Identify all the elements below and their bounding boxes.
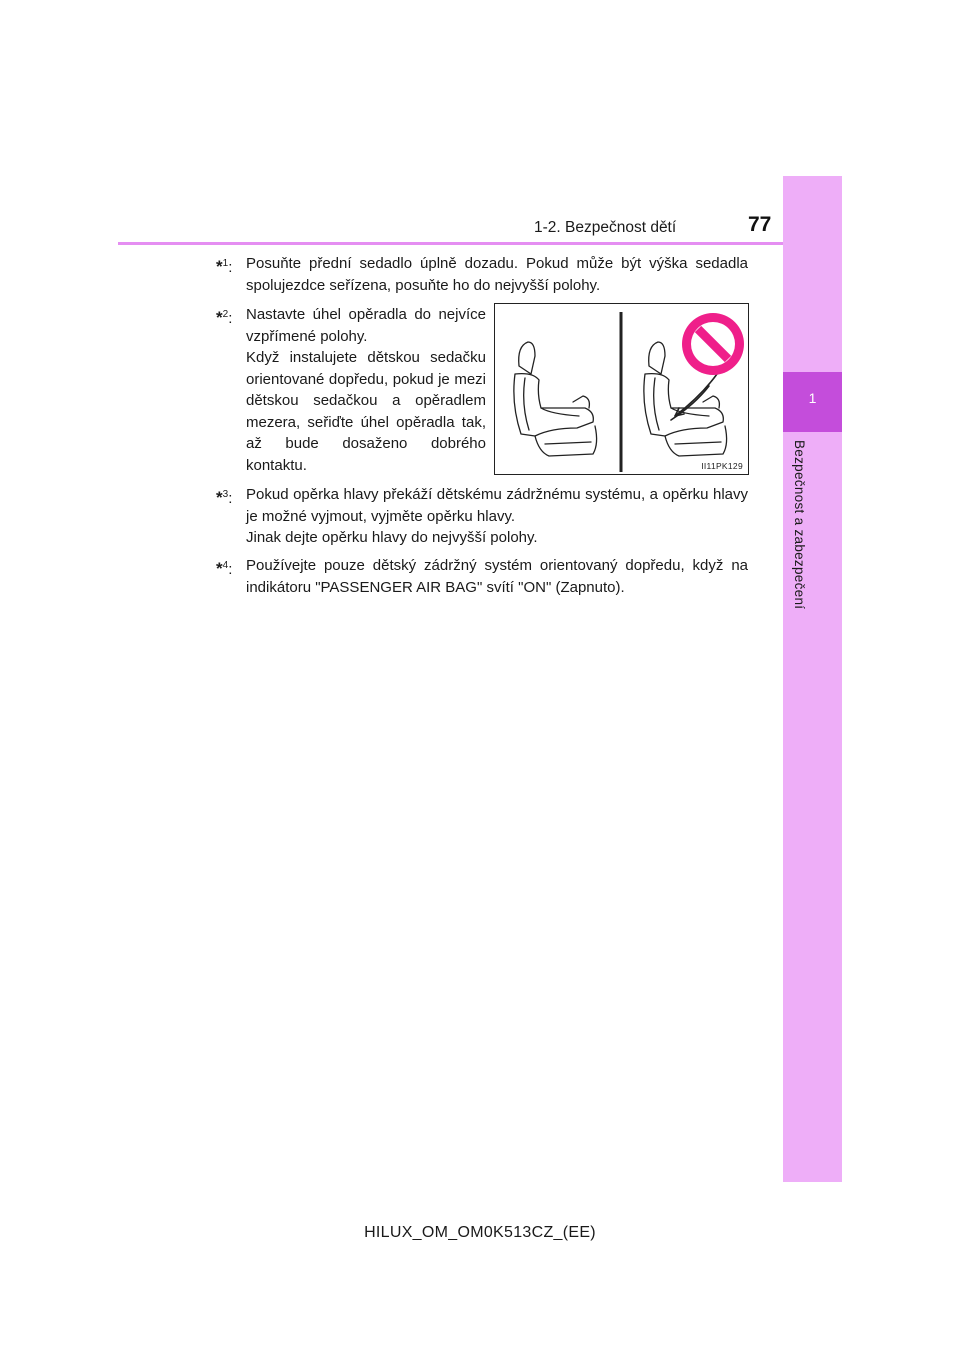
note-text: Posuňte přední sedadlo úplně dozadu. Pokud může být výška sedadla spolujezdce seřízena, posuňte ho do nejvyšší polohy.: [246, 255, 748, 294]
note-marker: *$^4$:: [216, 559, 233, 578]
header-rule: [118, 242, 783, 245]
note-text: Když instalujete dětskou sedačku orientované dopředu, pokud je mezi dětskou sedačkou a opěradlem mezera, seřiďte úhel opěradla tak, až bude dosaženo dobrého kontaktu.: [246, 349, 486, 474]
note-2: [216, 304, 486, 476]
note-3: [216, 484, 748, 549]
note-text: Nastavte úhel opěradla do nejvíce vzpřímené polohy.: [246, 306, 486, 345]
prohibited-sign-icon: [682, 313, 744, 375]
seat-illustration: [494, 303, 749, 475]
chapter-title: Bezpečnost a zabezpečení: [792, 440, 807, 610]
figure-code: II11PK129: [701, 461, 743, 471]
seat-correct-icon: [514, 342, 597, 456]
section-title: 1-2. Bezpečnost dětí: [534, 219, 677, 236]
side-tab-band: [783, 176, 842, 1182]
footer-doc-id: HILUX_OM_OM0K513CZ_(EE): [364, 1224, 596, 1241]
note-4: [216, 555, 748, 598]
note-marker: *$^2$:: [216, 308, 233, 327]
note-marker: *$^3$:: [216, 488, 233, 507]
note-text: Pokud opěrka hlavy překáží dětskému zádržnému systému, a opěrku hlavy je možné vyjmout, vyjměte opěrku hlavy.: [246, 486, 748, 525]
chapter-number: 1: [808, 390, 817, 406]
note-text: Používejte pouze dětský zádržný systém orientovaný dopředu, když na indikátoru "PASSENGER AIR BAG" svítí "ON" (Zapnuto).: [246, 557, 748, 596]
note-marker: *$^1$:: [216, 257, 233, 276]
page-number: 77: [748, 213, 772, 236]
note-text: Jinak dejte opěrku hlavy do nejvyšší polohy.: [246, 529, 538, 546]
note-1: [216, 253, 748, 296]
chapter-number-tab: [783, 372, 842, 432]
